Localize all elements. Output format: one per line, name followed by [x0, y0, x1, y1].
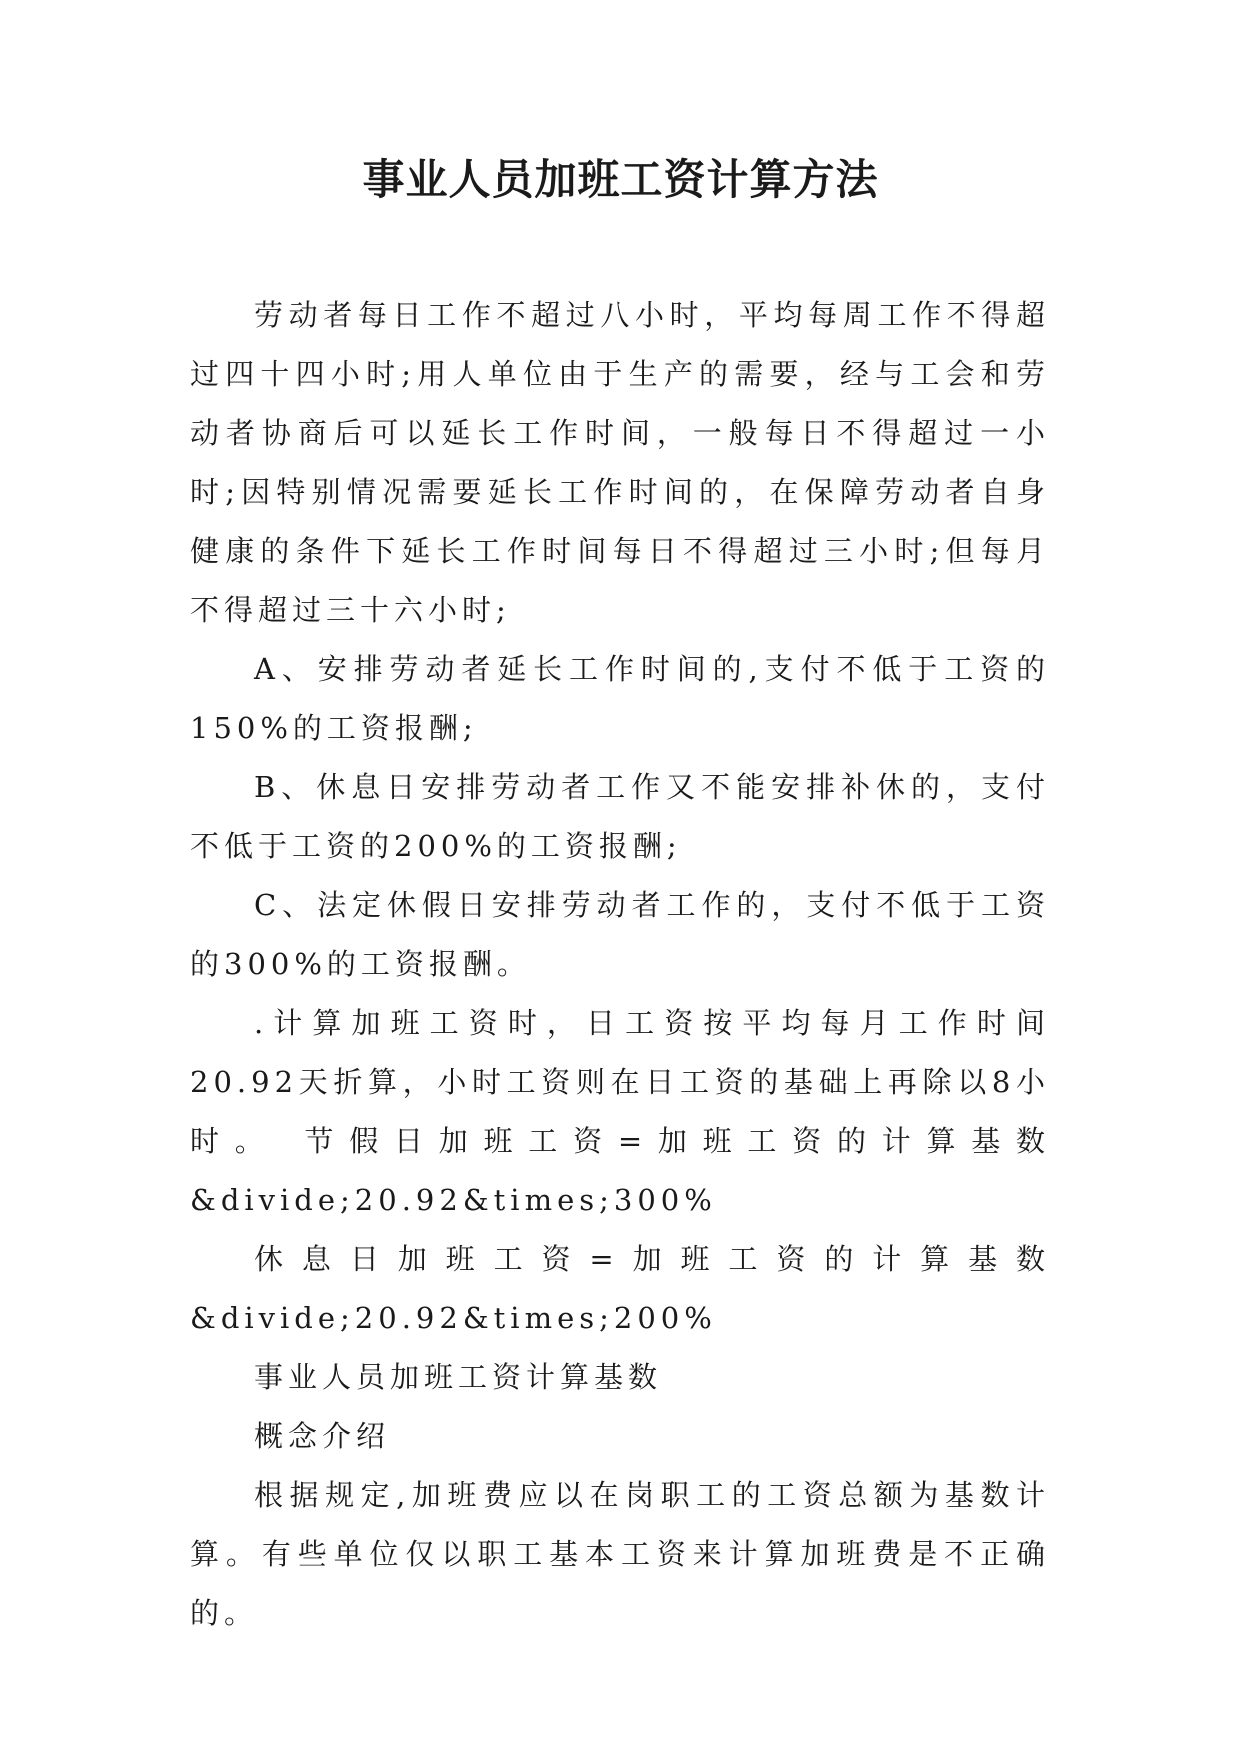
document-title: 事业人员加班工资计算方法: [362, 155, 879, 204]
paragraph-working-hours: 劳动者每日工作不超过八小时，平均每周工作不得超过四十四小时;用人单位由于生产的需要，经与工会和劳动者协商后可以延长工作时间，一般每日不得超过一小时;因特别情况需要延长工作时间的，在保障劳动者自身健康的条件下延长工作时间每日不得超过三小时;但每月不得超过三十六小时;: [190, 298, 1050, 627]
document-body: [190, 286, 1050, 1643]
paragraph-restday-formula: 休息日加班工资=加班工资的计算基数&divide;20.92&times;200%: [190, 1242, 1050, 1335]
paragraph-rule-b: B、休息日安排劳动者工作又不能安排补休的，支付不低于工资的200%的工资报酬;: [190, 770, 1050, 863]
paragraph-rule-a: A、安排劳动者延长工作时间的,支付不低于工资的150%的工资报酬;: [190, 652, 1050, 745]
paragraph-holiday-formula: .计算加班工资时，日工资按平均每月工作时间20.92天折算，小时工资则在日工资的基础上再除以8小时。 节假日加班工资=加班工资的计算基数&divide;20.92&times;300%: [190, 1006, 1050, 1217]
subheading-concept-intro: 概念介绍: [254, 1419, 391, 1453]
paragraph-rule-c: C、法定休假日安排劳动者工作的，支付不低于工资的300%的工资报酬。: [190, 888, 1050, 981]
paragraph-regulation: 根据规定,加班费应以在岗职工的工资总额为基数计算。有些单位仅以职工基本工资来计算加班费是不正确的。: [190, 1478, 1050, 1630]
subheading-calculation-base: 事业人员加班工资计算基数: [254, 1360, 663, 1394]
